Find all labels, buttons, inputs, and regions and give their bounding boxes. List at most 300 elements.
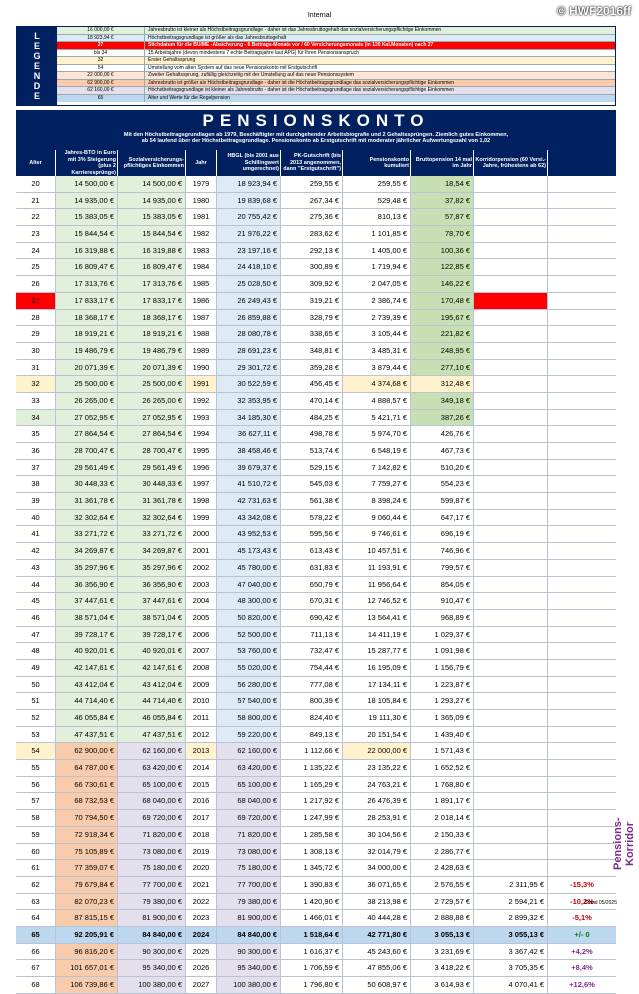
table-row: [16, 276, 616, 293]
table-cell: 30 104,56 €: [343, 827, 411, 843]
table-row: [16, 493, 616, 510]
table-cell: 195,67 €: [411, 310, 474, 326]
table-cell: 15 383,05 €: [56, 209, 118, 225]
table-cell: 27 864,54 €: [56, 426, 118, 442]
legend-text: Jahresbrutto ist kleiner als Höchstbeitragsgrundlage - daher ist das Jahresbruttogehalt das sozialversicherungspflichtige Einkommen: [148, 27, 442, 33]
subtitle-line-1: Mit den Höchstbeitragsgrundlagen ab 1979, Beschäftigter mit durchgehender Arbeitsbiografie und 2 Gehaltssprüngen. Ziemlich gutes Einkommen,: [123, 132, 509, 138]
table-cell: 60: [16, 844, 56, 860]
table-row: [16, 727, 616, 744]
table-cell: 44 714,40 €: [56, 693, 118, 709]
table-cell: 36 356,90 €: [118, 577, 186, 593]
table-cell: 37 447,61 €: [56, 593, 118, 609]
table-cell: 37,82 €: [411, 193, 474, 209]
legend-row: [57, 87, 615, 95]
table-cell: 2 150,33 €: [411, 827, 474, 843]
table-cell: 1986: [186, 293, 217, 309]
table-cell: 40 920,01 €: [118, 643, 186, 659]
table-cell: 1 616,37 €: [281, 944, 343, 960]
table-cell: 34 000,00 €: [343, 860, 411, 876]
table-row: [16, 543, 616, 560]
table-cell: 18 919,21 €: [118, 326, 186, 342]
table-cell: 2021: [186, 877, 217, 893]
table-cell: 359,28 €: [281, 360, 343, 376]
table-cell: 3 879,44 €: [343, 360, 411, 376]
table-cell: 2015: [186, 777, 217, 793]
page-title: PENSIONSKONTO: [202, 111, 430, 130]
table-cell: 484,25 €: [281, 410, 343, 426]
table-cell: 95 340,00 €: [217, 960, 281, 976]
legend-text: Zweiter Gehaltssprung, zufällig gleichzeitig mit der Umstellung auf das neue Pensionssystem: [148, 72, 354, 78]
pensions-korridor-label: Pensions-Korridor: [612, 817, 636, 871]
table-row: [16, 460, 616, 477]
legend-text: 15 Arbeitsjahre (devon mindestens 7 echte Beitragsjahre laut APG) für Ihren Pensionsanspruch: [148, 49, 359, 56]
table-cell: 1 405,00 €: [343, 243, 411, 259]
table-cell: 47 855,06 €: [343, 960, 411, 976]
table-cell: 1981: [186, 209, 217, 225]
table-cell: 529,15 €: [281, 460, 343, 476]
table-row: [16, 910, 616, 927]
table-cell: 61: [16, 860, 56, 876]
table-cell: 349,18 €: [411, 393, 474, 409]
table-cell: 348,81 €: [281, 343, 343, 359]
table-cell: 1 390,83 €: [281, 877, 343, 893]
table-cell: 17 134,11 €: [343, 677, 411, 693]
table-cell: 43 952,53 €: [217, 526, 281, 542]
legend-letter: E: [33, 91, 40, 101]
table-cell: 2 888,88 €: [411, 910, 474, 926]
table-cell: 599,87 €: [411, 493, 474, 509]
table-cell: 1 247,99 €: [281, 810, 343, 826]
table-cell: 59 220,00 €: [217, 727, 281, 743]
table-cell: 7 759,27 €: [343, 476, 411, 492]
table-cell: [474, 476, 548, 492]
table-cell: 1 891,17 €: [411, 793, 474, 809]
table-cell: 14 500,00 €: [118, 176, 186, 192]
table-row: [16, 426, 616, 443]
table-cell: 43 412,04 €: [118, 677, 186, 693]
table-cell: 79 380,00 €: [118, 894, 186, 910]
table-cell: 15 844,54 €: [56, 226, 118, 242]
table-cell: 9 060,44 €: [343, 510, 411, 526]
table-cell: 1983: [186, 243, 217, 259]
table-row: [16, 226, 616, 243]
table-cell: 39 679,37 €: [217, 460, 281, 476]
table-cell: [548, 426, 616, 442]
table-cell: [548, 510, 616, 526]
legend-letter: E: [33, 61, 40, 71]
table-row: [16, 844, 616, 861]
table-cell: [474, 577, 548, 593]
legend-row: [57, 35, 615, 43]
table-row: [16, 326, 616, 343]
table-row: [16, 610, 616, 627]
table-cell: 35 297,96 €: [118, 560, 186, 576]
table-cell: 71 820,00 €: [217, 827, 281, 843]
table-cell: 75 180,00 €: [217, 860, 281, 876]
table-cell: 77 359,07 €: [56, 860, 118, 876]
table-cell: [474, 710, 548, 726]
legend-letter: D: [33, 81, 41, 91]
table-row: [16, 944, 616, 961]
table-cell: 79 679,84 €: [56, 877, 118, 893]
legend-letter: E: [33, 41, 40, 51]
table-row: [16, 777, 616, 794]
table-cell: 456,45 €: [281, 376, 343, 392]
table-cell: 810,13 €: [343, 209, 411, 225]
table-cell: 42 771,80 €: [343, 927, 411, 943]
table-cell: 1 768,80 €: [411, 777, 474, 793]
table-cell: 1 345,72 €: [281, 860, 343, 876]
table-cell: [474, 326, 548, 342]
table-cell: 34 185,30 €: [217, 410, 281, 426]
table-cell: 40: [16, 510, 56, 526]
table-cell: 1 420,90 €: [281, 894, 343, 910]
legend-value: 16 000,00 €: [57, 27, 145, 34]
table-cell: 1989: [186, 343, 217, 359]
table-row: [16, 693, 616, 710]
table-cell: 2016: [186, 793, 217, 809]
table-cell: 20 755,42 €: [217, 209, 281, 225]
table-cell: 106 739,86 €: [56, 977, 118, 993]
table-cell: 2027: [186, 977, 217, 993]
table-cell: 711,13 €: [281, 627, 343, 643]
table-cell: 1 029,37 €: [411, 627, 474, 643]
table-cell: [548, 376, 616, 392]
table-cell: 3 055,13 €: [411, 927, 474, 943]
table-cell: 800,39 €: [281, 693, 343, 709]
table-cell: 33 271,72 €: [56, 526, 118, 542]
table-cell: 16 319,88 €: [56, 243, 118, 259]
table-cell: [548, 276, 616, 292]
table-cell: [548, 326, 616, 342]
table-cell: 2 018,14 €: [411, 810, 474, 826]
table-cell: 513,74 €: [281, 443, 343, 459]
table-cell: 267,34 €: [281, 193, 343, 209]
table-cell: 28: [16, 310, 56, 326]
table-cell: 1 165,29 €: [281, 777, 343, 793]
table-cell: 16 809,47 €: [118, 259, 186, 275]
table-cell: 9 746,61 €: [343, 526, 411, 542]
table-cell: 38: [16, 476, 56, 492]
table-cell: 2024: [186, 927, 217, 943]
table-cell: 65 100,00 €: [118, 777, 186, 793]
table-cell: 1 217,92 €: [281, 793, 343, 809]
table-cell: 63 420,00 €: [118, 760, 186, 776]
table-cell: 13 564,41 €: [343, 610, 411, 626]
table-cell: 29 561,49 €: [56, 460, 118, 476]
table-cell: 29: [16, 326, 56, 342]
legend-row: [57, 27, 615, 35]
table-cell: 92 205,91 €: [56, 927, 118, 943]
table-cell: 3 485,31 €: [343, 343, 411, 359]
table-cell: 1991: [186, 376, 217, 392]
table-cell: [548, 593, 616, 609]
table-cell: [474, 560, 548, 576]
table-cell: 2 286,77 €: [411, 844, 474, 860]
legend-text: Umstellung vom alten System auf das neue Pensionskonto mit Erstgutschrift: [148, 64, 318, 71]
table-cell: 43 342,08 €: [217, 510, 281, 526]
table-cell: 18 368,17 €: [56, 310, 118, 326]
table-cell: 19 839,68 €: [217, 193, 281, 209]
table-cell: [474, 310, 548, 326]
column-header: Korridorpension (60 Versi.-Jahre, frühestens ab 62): [474, 150, 548, 176]
table-cell: [548, 293, 616, 309]
table-cell: 4 888,57 €: [343, 393, 411, 409]
table-cell: [548, 693, 616, 709]
table-cell: [474, 226, 548, 242]
table-cell: 19 111,30 €: [343, 710, 411, 726]
table-cell: 19 486,79 €: [56, 343, 118, 359]
table-cell: [548, 310, 616, 326]
table-cell: 23: [16, 226, 56, 242]
table-cell: 62: [16, 877, 56, 893]
table-cell: 1998: [186, 493, 217, 509]
table-cell: 66 730,61 €: [56, 777, 118, 793]
table-cell: [548, 209, 616, 225]
legend-value: 18 923,94 €: [57, 35, 145, 42]
table-cell: 43: [16, 560, 56, 576]
table-cell: [548, 777, 616, 793]
table-cell: 37 447,61 €: [118, 593, 186, 609]
table-cell: [474, 526, 548, 542]
table-cell: 670,31 €: [281, 593, 343, 609]
table-cell: 65: [16, 927, 56, 943]
table-cell: 1994: [186, 426, 217, 442]
table-cell: 14 500,00 €: [56, 176, 118, 192]
table-cell: 52 500,00 €: [217, 627, 281, 643]
table-cell: [474, 259, 548, 275]
table-cell: 26 859,88 €: [217, 310, 281, 326]
table-cell: 27 052,95 €: [56, 410, 118, 426]
table-cell: 64 787,00 €: [56, 760, 118, 776]
table-cell: [548, 476, 616, 492]
legend-letter: G: [33, 51, 41, 61]
table-row: [16, 660, 616, 677]
legend-text: Erster Gehaltssprung: [148, 57, 196, 63]
table-cell: [548, 393, 616, 409]
table-cell: 29 301,72 €: [217, 360, 281, 376]
table-cell: 90 300,00 €: [118, 944, 186, 960]
table-cell: 1 652,52 €: [411, 760, 474, 776]
table-cell: 3 418,22 €: [411, 960, 474, 976]
table-cell: [548, 727, 616, 743]
table-cell: 31: [16, 360, 56, 376]
table-cell: 25 028,50 €: [217, 276, 281, 292]
table-cell: 79 380,00 €: [217, 894, 281, 910]
table-cell: 1980: [186, 193, 217, 209]
table-cell: 12 746,52 €: [343, 593, 411, 609]
table-cell: 561,38 €: [281, 493, 343, 509]
table-cell: [548, 526, 616, 542]
table-cell: 84 840,00 €: [217, 927, 281, 943]
table-row: [16, 176, 616, 193]
table-cell: 21 976,22 €: [217, 226, 281, 242]
table-cell: 81 900,00 €: [118, 910, 186, 926]
table-cell: [474, 643, 548, 659]
table-cell: [548, 560, 616, 576]
table-cell: 4 070,41 €: [474, 977, 548, 993]
table-cell: 20 071,39 €: [118, 360, 186, 376]
table-cell: 2026: [186, 960, 217, 976]
table-cell: 2007: [186, 643, 217, 659]
subtitle-line-2: ab 54 laufend über der Höchstbeitragsgrundlage. Pensionskonto ab Erstgutschrift mit moderater jährlicher Aufwertungszahl von 1,02: [141, 138, 491, 144]
table-cell: 1996: [186, 460, 217, 476]
table-cell: 10 457,51 €: [343, 543, 411, 559]
table-cell: 338,65 €: [281, 326, 343, 342]
table-cell: 42 731,63 €: [217, 493, 281, 509]
table-row: [16, 510, 616, 527]
table-row: [16, 677, 616, 694]
table-cell: 24 418,10 €: [217, 259, 281, 275]
table-row: [16, 293, 616, 310]
table-cell: 2 428,63 €: [411, 860, 474, 876]
table-row: [16, 643, 616, 660]
table-cell: 300,89 €: [281, 259, 343, 275]
table-cell: 57: [16, 793, 56, 809]
table-cell: 2018: [186, 827, 217, 843]
column-header: Jahr: [186, 150, 217, 176]
table-cell: 57 540,00 €: [217, 693, 281, 709]
table-cell: [548, 710, 616, 726]
legend-value: 27: [57, 42, 145, 49]
table-cell: [548, 343, 616, 359]
table-cell: 44 714,40 €: [118, 693, 186, 709]
legend-row: [57, 65, 615, 73]
table-cell: 2011: [186, 710, 217, 726]
table-cell: 25 500,00 €: [118, 376, 186, 392]
table-cell: +/- 0: [574, 929, 590, 939]
table-row: [16, 360, 616, 377]
table-cell: 613,43 €: [281, 543, 343, 559]
table-row: [16, 860, 616, 877]
table-cell: [548, 259, 616, 275]
table-cell: 6 548,19 €: [343, 443, 411, 459]
table-row: [16, 977, 616, 994]
table-cell: 28 691,23 €: [217, 343, 281, 359]
table-cell: 78,70 €: [411, 226, 474, 242]
table-cell: 746,96 €: [411, 543, 474, 559]
table-row: [16, 743, 616, 760]
table-cell: [548, 610, 616, 626]
table-cell: 3 614,93 €: [411, 977, 474, 993]
table-cell: 2 594,21 €: [474, 894, 548, 910]
table-cell: 259,55 €: [343, 176, 411, 192]
table-cell: 16 195,09 €: [343, 660, 411, 676]
table-cell: 1 112,66 €: [281, 743, 343, 759]
table-cell: 2 386,74 €: [343, 293, 411, 309]
legend-value: 62 160,00 €: [57, 87, 145, 94]
table-row: [16, 710, 616, 727]
table-cell: 11 193,91 €: [343, 560, 411, 576]
table-cell: 101 657,01 €: [56, 960, 118, 976]
table-row: [16, 877, 616, 894]
table-cell: 319,21 €: [281, 293, 343, 309]
table-cell: 690,42 €: [281, 610, 343, 626]
table-cell: [474, 727, 548, 743]
table-cell: 75 180,00 €: [118, 860, 186, 876]
table-cell: 578,22 €: [281, 510, 343, 526]
table-cell: 31 361,78 €: [118, 493, 186, 509]
table-cell: 42 147,61 €: [118, 660, 186, 676]
table-cell: 32 353,95 €: [217, 393, 281, 409]
table-cell: 2004: [186, 593, 217, 609]
table-cell: 47 437,51 €: [118, 727, 186, 743]
table-cell: 1999: [186, 510, 217, 526]
table-cell: 42: [16, 543, 56, 559]
table-cell: 1 466,01 €: [281, 910, 343, 926]
table-row: [16, 259, 616, 276]
table-cell: 72 918,34 €: [56, 827, 118, 843]
table-cell: 18 923,94 €: [217, 176, 281, 192]
table-cell: [474, 343, 548, 359]
table-cell: -10,2%: [570, 896, 594, 906]
stand-date: Stand 05/2025: [584, 900, 617, 906]
table-cell: 1 518,64 €: [281, 927, 343, 943]
table-cell: 2003: [186, 577, 217, 593]
table-cell: [474, 376, 548, 392]
table-cell: [474, 593, 548, 609]
table-cell: [548, 226, 616, 242]
table-cell: 5 421,71 €: [343, 410, 411, 426]
table-cell: 631,83 €: [281, 560, 343, 576]
table-cell: 146,22 €: [411, 276, 474, 292]
table-cell: 545,03 €: [281, 476, 343, 492]
table-cell: 14 935,00 €: [118, 193, 186, 209]
table-cell: 1997: [186, 476, 217, 492]
table-row: [16, 209, 616, 226]
table-row: [16, 343, 616, 360]
table-cell: 65 100,00 €: [217, 777, 281, 793]
table-cell: 20 071,39 €: [56, 360, 118, 376]
table-cell: 30 522,59 €: [217, 376, 281, 392]
table-cell: [474, 426, 548, 442]
table-cell: [474, 760, 548, 776]
table-cell: 68 732,53 €: [56, 793, 118, 809]
table-cell: 28 253,91 €: [343, 810, 411, 826]
table-cell: 2001: [186, 543, 217, 559]
legend-row: [57, 80, 615, 88]
table-row: [16, 193, 616, 210]
table-cell: 48: [16, 643, 56, 659]
table-cell: [548, 793, 616, 809]
table-cell: 26 476,39 €: [343, 793, 411, 809]
table-cell: [474, 443, 548, 459]
table-cell: 2 729,57 €: [411, 894, 474, 910]
table-cell: [474, 693, 548, 709]
table-body: [16, 176, 616, 994]
table-cell: [474, 460, 548, 476]
table-cell: 36: [16, 443, 56, 459]
table-cell: +4,2%: [571, 946, 593, 956]
table-cell: 20: [16, 176, 56, 192]
table-cell: 38 213,98 €: [343, 894, 411, 910]
table-cell: 41 510,72 €: [217, 476, 281, 492]
table-cell: 68 040,00 €: [118, 793, 186, 809]
legend-text: Stichdatum für die BU/ME -Absicherung - 6 Beitrags-Monate vor / 60 Versicherungsmonate (in 120 Kal.Monaten) nach 27: [148, 42, 434, 48]
table-cell: [548, 677, 616, 693]
pension-table: [16, 150, 616, 994]
table-cell: [474, 360, 548, 376]
column-header: Bruttopension 14 mal im Jahr: [411, 150, 474, 176]
legend-rows: [57, 27, 615, 105]
table-cell: 275,36 €: [281, 209, 343, 225]
table-cell: 62 900,00 €: [56, 743, 118, 759]
table-cell: 28 080,78 €: [217, 326, 281, 342]
column-header: Sozialversicherungs-pflichtiges Einkommen: [118, 150, 186, 176]
table-cell: 52: [16, 710, 56, 726]
table-cell: 23 135,22 €: [343, 760, 411, 776]
table-cell: 66: [16, 944, 56, 960]
